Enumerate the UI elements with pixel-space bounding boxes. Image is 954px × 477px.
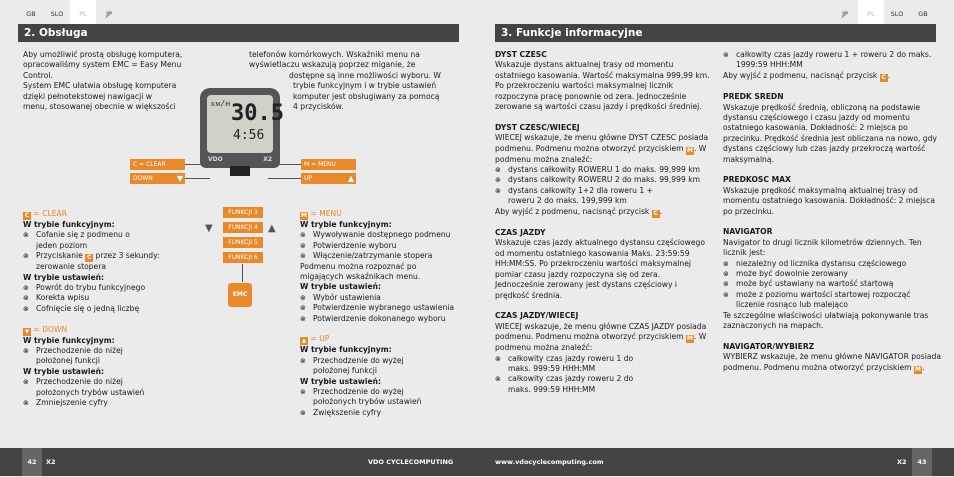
lang-tab[interactable]: SLO xyxy=(50,10,64,18)
lang-tab[interactable]: JP xyxy=(842,10,848,18)
list-item: ⊗ Przechodzenie do niżej położonych trybów ustawień xyxy=(23,377,233,398)
list-item: ⊗ Potwierdzenie dokonanego wyboru xyxy=(300,314,470,324)
down-key-label: DOWN ▼ xyxy=(130,173,185,184)
function-item: FUNKCJI 6 xyxy=(223,252,263,263)
function-item: FUNKCJI 4 xyxy=(223,222,263,233)
key-descriptions-left: C = CLEAR W trybie funkcyjnym: ⊗ Cofanie się z podmenu o jeden poziom ⊗ Przyciskanie C przez 3 sekundy: zerowanie stopera W trybie ustawień: ⊗ Powrót do trybu funkcyjnego ⊗ Korekta wpisu ⊗ Cofnięcie się o jedną liczbę ▼ = DOWN W trybie funkcyjnym: ⊗ Przechodzenie do niżej położonej funkcji W trybie ustawień: ⊗ Przechodzenie do niżej położonych trybów ustawień ⊗ Zmniejszenie cyfry xyxy=(23,209,233,408)
list-item: ⊗ Włączenie/zatrzymanie stopera xyxy=(300,251,470,261)
up-arrow-icon: ▲ xyxy=(268,223,276,234)
device-brand: VDO xyxy=(208,156,223,163)
info-column-1: DYST CZESC Wskazuje dystans aktualnej trasy od momentu ostatniego kasowania. Wartość maksymalna 999,99 km. Po przekroczeniu wartości maksymalnej licznik rozpoczyna pracę ponownie od zera. Jednocześnie zerowane są wartości czasu jazdy i prędkości średniej. DYST CZESC/WIECEJ WIECEJ wskazuje, że menu główne DYST CZESC posiada podmenu. Podmenu można otworzyć przyciskiem M. W podmenu można znaleźć: ⊗ dystans całkowity ROWERU 1 do maks. 99,999 km ⊗ dystans całkowity ROWERU 2 do maks. 99,999 km ⊗ dystans całkowity 1+2 dla roweru 1 + roweru 2 do maks. 199,999 km Aby wyjść z podmenu, nacisnąć przycisk C . CZAS JAZDY Wskazuje czas jazdy aktualnego dystansu częściowego od momentu ostatniego kasowania Maks. 23:59:59 HH:MM:SS. Po przekroczeniu wartości maksymalnej pomiar czasu jazdy rozpoczyna się od zera. Jednocześnie zerowany jest dystans częściowy i prędkość średnia. CZAS JAZDY/WIECEJ WIECEJ wskazuje, że menu główne CZAS JAZDY posiada podmenu. Podmenu można otworzyć przyciskiem M. W podmenu można znaleźć: ⊗ całkowity czas jazdy roweru 1 do maks. 999:59 HHH:MM ⊗ całkowity czas jazdy roweru 2 do maks. 999:59 HHH:MM xyxy=(495,50,710,395)
c-key-icon: C xyxy=(87,254,92,262)
lang-tab-active[interactable]: PL xyxy=(858,0,884,28)
section-title-funkcje: 3. Funkcje informacyjne xyxy=(495,24,936,42)
lang-tab[interactable]: GB xyxy=(26,10,36,18)
intro-right: telefonów komórkowych. Wskaźniki menu na wyświetlaczu wskazują poprzez miganie, że dostępne są inne możliwości wyboru. W trybie funkcyjnym i w trybie ustawień komputer jest obsługiwany za pomocą 4 przycisków. xyxy=(249,50,441,112)
list-item: ⊗ Zmniejszenie cyfry xyxy=(23,398,233,408)
list-item: ⊗ Wywoływanie dostępnego podmenu xyxy=(300,230,470,240)
bike-computer-illustration xyxy=(200,88,284,176)
section-title-obsluga: 2. Obsługa xyxy=(18,24,459,42)
footer-right xyxy=(477,448,954,476)
intro-left: Aby umożliwić prostą obsługę komputera, opracowaliśmy system EMC = Easy Menu Control. System EMC ułatwia obsługę komputera dzięki pełnotekstowej nawigacji w menu, stosowanej obecnie w większości xyxy=(23,50,183,112)
list-item: ⊗ Zwiększenie cyfry xyxy=(300,408,470,418)
m-key-icon: M xyxy=(301,212,307,219)
m-key-icon: M xyxy=(686,146,693,154)
connector-line xyxy=(185,178,210,179)
list-item: ⊗ Przyciskanie C przez 3 sekundy: zerowanie stopera xyxy=(23,251,233,272)
lang-tab[interactable]: GB xyxy=(918,10,928,18)
down-key-icon: ▼ xyxy=(24,328,30,335)
list-item: ⊗ dystans całkowity 1+2 dla roweru 1 + roweru 2 do maks. 199,999 km xyxy=(495,186,710,207)
list-item: ⊗ Cofnięcie się o jedną liczbę xyxy=(23,304,233,314)
device-mount xyxy=(230,166,250,176)
key-descriptions-right: M = MENU W trybie funkcyjnym: ⊗ Wywoływanie dostępnego podmenu ⊗ Potwierdzenie wyboru ⊗ Włączenie/zatrzymanie stopera Podmenu można rozpoznać po migających wskaźnikach menu. W trybie ustawień: ⊗ Wybór ustawienia ⊗ Potwierdzenie wybranego ustawienia ⊗ Potwierdzenie dokonanego wyboru ▲ = UP W trybie funkcyjnym: ⊗ Przechodzenie do wyżej położonej funkcji W trybie ustawień: ⊗ Przechodzenie do wyżej położonych trybów ustawień ⊗ Zwiększenie cyfry xyxy=(300,209,470,418)
device-screen: ᴋᴍ/ʜ 30.5 4:56 xyxy=(207,95,273,153)
connector-line xyxy=(185,164,215,165)
list-item: ⊗ całkowity czas jazdy roweru 2 do maks. 999:59 HHH:MM xyxy=(495,374,710,395)
brand-name: VDO CYCLECOMPUTING xyxy=(368,458,454,466)
list-item: ⊗ Potwierdzenie wybranego ustawienia xyxy=(300,303,470,313)
lang-tab-active[interactable]: PL xyxy=(70,0,96,28)
down-arrow-icon: ▼ xyxy=(176,174,183,183)
function-item: FUNKCJI 3 xyxy=(223,207,263,218)
list-item: ⊗ Powrót do trybu funkcyjnego xyxy=(23,283,233,293)
list-item: ⊗ Przechodzenie do wyżej położonej funkcji xyxy=(300,356,470,377)
page-number: 42 xyxy=(22,448,42,476)
model-name: X2 xyxy=(897,458,907,466)
connector-line xyxy=(242,264,243,282)
lang-tab[interactable]: SLO xyxy=(890,10,904,18)
list-item: ⊗ Przechodzenie do niżej położonej funkcji xyxy=(23,346,233,367)
info-column-2: ⊗ całkowity czas jazdy roweru 1 + roweru 2 do maks. 1999:59 HHH:MM Aby wyjść z podmenu, nacisnąć przycisk C . PREDK SREDN Wskazuje prędkość średnią, obliczoną na podstawie dystansu częściowego i czasu jazdy od momentu ostatniego kasowania. Dokładność: 2 miejsca po przecinku. Prędkość średnia jest obliczana na nowo, gdy dystans częściowy lub czas jazdy przekroczą wartość maksymalną. PREDKOSC MAX Wskazuje prędkość maksymalną aktualnej trasy od momentu ostatniego kasowania. Dokładność: 2 miejsca po przecinku. NAVIGATOR Navigator to drugi licznik kilometrów dziennych. Ten licznik jest: ⊗ niezależny od licznika dystansu częściowego ⊗ może być dowolnie zerowany ⊗ może być ustawiany na wartość startową ⊗ może z poziomu wartości startowej rozpocząć liczenie rosnąco lub malejąco Te szczególne właściwości ułatwiają pokonywanie tras zaznaczonych na mapach. NAVIGATOR/WYBIERZ WYBIERZ wskazuje, że menu główne NAVIGATOR posiada podmenu. Podmenu można otworzyć przyciskiem M. xyxy=(723,50,941,374)
list-item: ⊗ dystans całkowity ROWERU 2 do maks. 99,999 km xyxy=(495,175,710,185)
list-item: ⊗ Wybór ustawienia xyxy=(300,293,470,303)
up-key-label: UP ▲ xyxy=(301,173,356,184)
page-number: 43 xyxy=(912,448,932,476)
list-item: ⊗ może być dowolnie zerowany xyxy=(723,269,941,279)
list-item: ⊗ Korekta wpisu xyxy=(23,293,233,303)
emc-logo-icon: EMC xyxy=(228,283,252,307)
m-key-icon: M xyxy=(686,335,693,343)
lang-tab[interactable]: JP xyxy=(106,10,112,18)
c-key-icon: C xyxy=(24,212,30,219)
list-item: ⊗ Cofanie się z podmenu o jeden poziom xyxy=(23,230,233,251)
down-arrow-icon: ▼ xyxy=(205,223,213,234)
list-item: ⊗ Potwierdzenie wyboru xyxy=(300,241,470,251)
model-name: X2 xyxy=(46,458,56,466)
m-key-icon: M xyxy=(914,365,921,373)
list-item: ⊗ Przechodzenie do wyżej położonych trybów ustawień xyxy=(300,387,470,408)
clear-key-label: C = CLEAR xyxy=(130,159,185,170)
up-arrow-icon: ▲ xyxy=(347,174,354,183)
function-item: FUNKCJI 5 xyxy=(223,237,263,248)
menu-key-label: M = MENU xyxy=(301,159,356,170)
connector-line xyxy=(268,178,301,179)
list-item: ⊗ może z poziomu wartości startowej rozpocząć liczenie rosnąco lub malejąco xyxy=(723,290,941,311)
list-item: ⊗ całkowity czas jazdy roweru 1 do maks. 999:59 HHH:MM xyxy=(495,354,710,375)
list-item: ⊗ całkowity czas jazdy roweru 1 + roweru 2 do maks. 1999:59 HHH:MM xyxy=(723,50,941,71)
list-item: ⊗ może być ustawiany na wartość startową xyxy=(723,279,941,289)
c-key-icon: C xyxy=(653,209,658,217)
device-model: X2 xyxy=(263,156,272,163)
up-key-icon: ▲ xyxy=(301,338,307,345)
c-key-icon: C xyxy=(881,73,886,81)
connector-line xyxy=(268,164,301,165)
footer-left xyxy=(0,448,477,476)
list-item: ⊗ niezależny od licznika dystansu częściowego xyxy=(723,259,941,269)
website-link[interactable]: www.vdocyclecomputing.com xyxy=(495,458,604,466)
list-item: ⊗ dystans całkowity ROWERU 1 do maks. 99,999 km xyxy=(495,165,710,175)
